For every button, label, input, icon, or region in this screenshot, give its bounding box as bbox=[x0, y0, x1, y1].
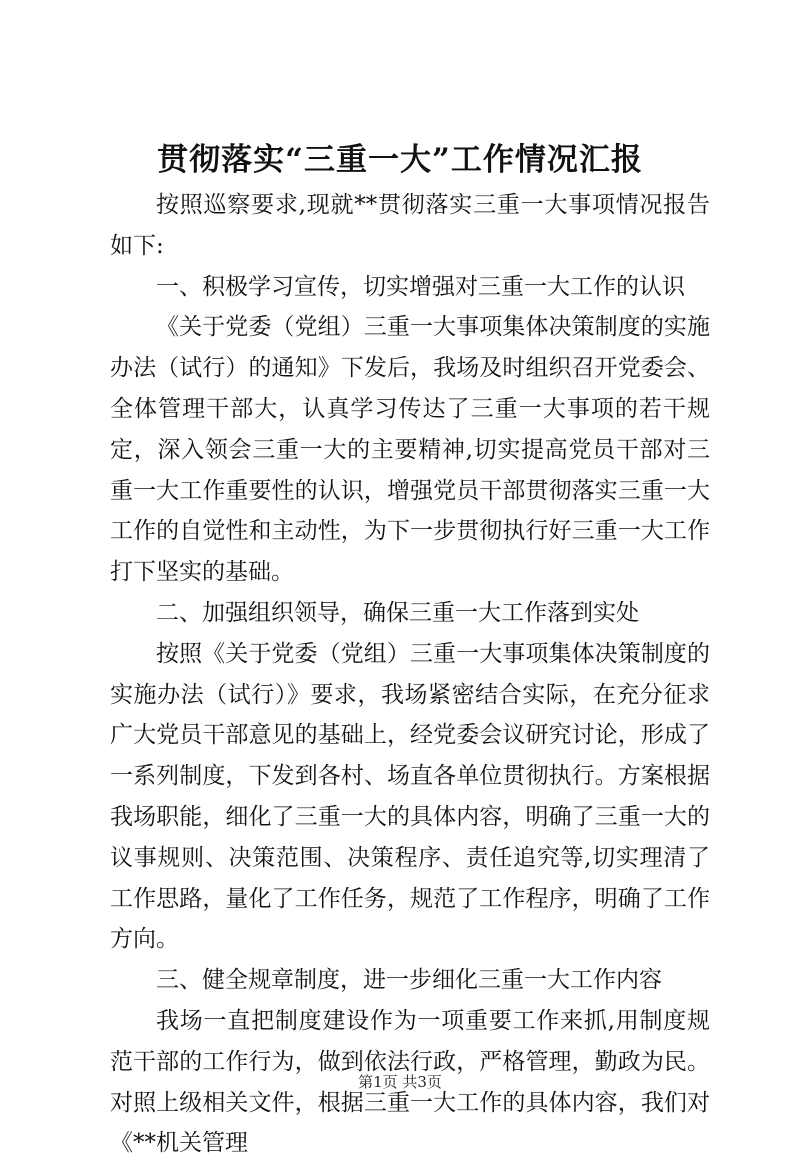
section-2-heading: 二、加强组织领导，确保三重一大工作落到实处 bbox=[156, 599, 639, 626]
section-1-body: 《关于党委（党组）三重一大事项集体决策制度的实施办法（试行）的通知》下发后，我场及时组织召开党委会、全体管理干部大，认真学习传达了三重一大事项的若干规定，深入领会三重一大的主要精神,切实提高党员干部对三重一大工作重要性的认识，增强党员干部贯彻落实三重一大工作的自觉性和主动性，为下一步贯彻执行好三重一大工作打下坚实的基础。 bbox=[110, 314, 710, 586]
section-3-body: 我场一直把制度建设作为一项重要工作来抓,用制度规范干部的工作行为，做到依法行政，严格管理，勤政为民。对照上级相关文件，根据三重一大工作的具体内容，我们对《**机关管理 bbox=[110, 1007, 710, 1157]
document-body bbox=[110, 185, 710, 1164]
section-1-heading: 一、积极学习宣传，切实增强对三重一大工作的认识 bbox=[156, 273, 685, 300]
page-number-footer: 第1页 共3页 bbox=[358, 1073, 442, 1091]
section-2-body: 按照《关于党委（党组）三重一大事项集体决策制度的实施办法（试行）》要求，我场紧密结合实际，在充分征求广大党员干部意见的基础上，经党委会议研究讨论，形成了一系列制度，下发到各村、场直各单位贯彻执行。方案根据我场职能，细化了三重一大的具体内容，明确了三重一大的议事规则、决策范围、决策程序、责任追究等,切实理清了工作思路，量化了工作任务，规范了工作程序，明确了工作方向。 bbox=[110, 640, 710, 953]
intro-paragraph: 按照巡察要求,现就**贯彻落实三重一大事项情况报告如下: bbox=[110, 192, 710, 259]
section-3-heading: 三、健全规章制度，进一步细化三重一大工作内容 bbox=[156, 967, 662, 994]
document-title: 贯彻落实“三重一大”工作情况汇报 bbox=[157, 142, 643, 178]
